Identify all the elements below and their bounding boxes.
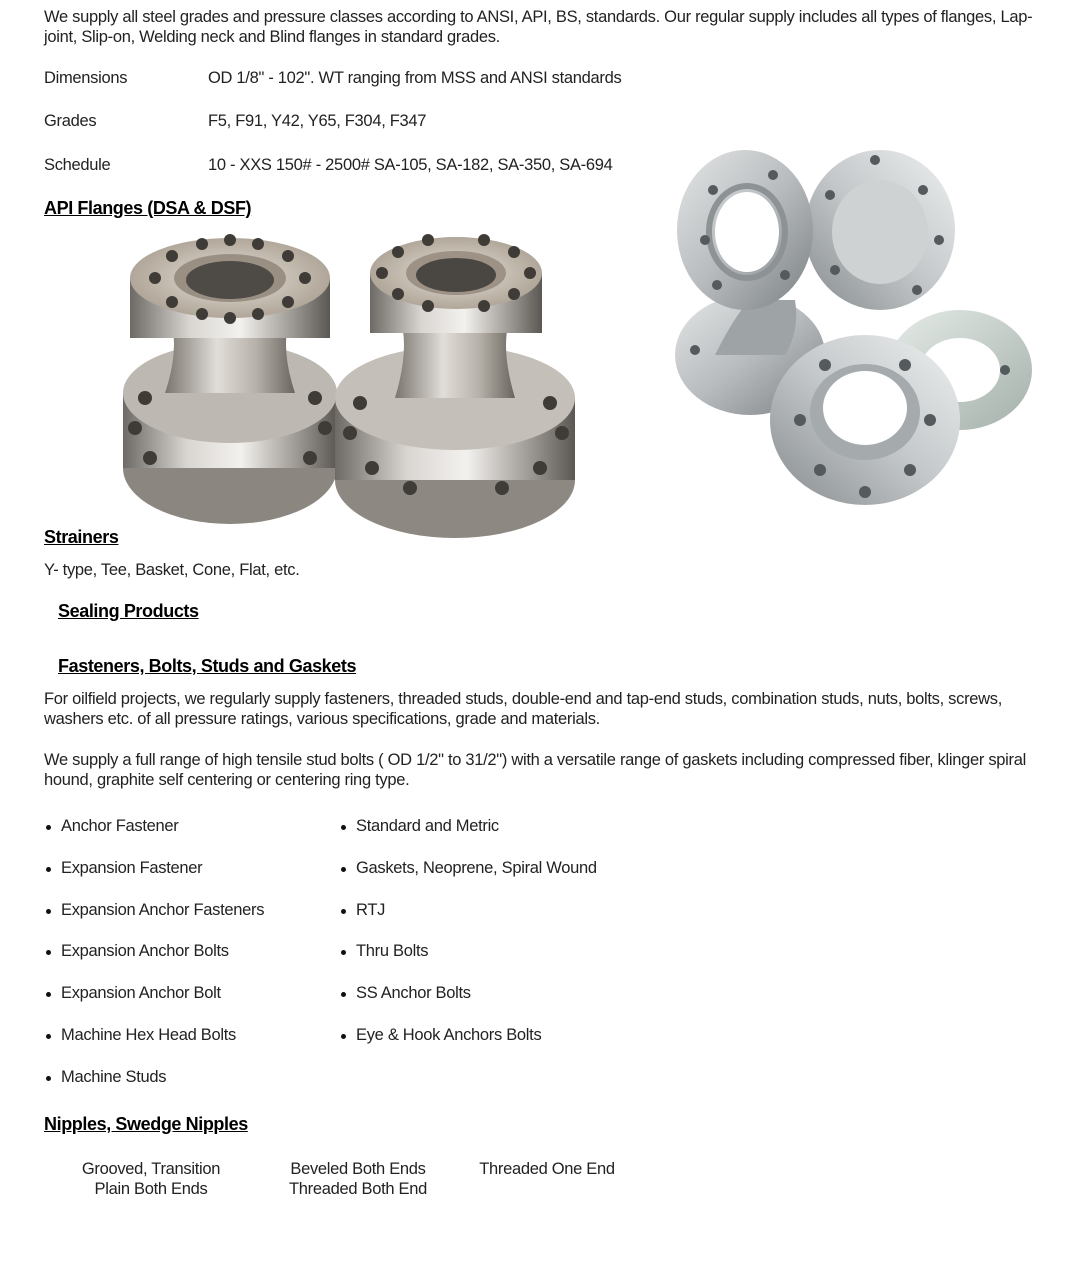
nipple-type: Grooved, Transition bbox=[81, 1160, 221, 1178]
spec-label-schedule: Schedule bbox=[44, 156, 111, 174]
nipples-heading: Nipples, Swedge Nipples bbox=[44, 1114, 248, 1134]
list-item: Standard and Metric bbox=[356, 817, 499, 835]
api-flanges-heading: API Flanges (DSA & DSF) bbox=[44, 198, 252, 218]
strainers-text: Y- type, Tee, Basket, Cone, Flat, etc. bbox=[44, 561, 300, 579]
spec-label-grades: Grades bbox=[44, 112, 97, 130]
nipple-type: Threaded One End bbox=[479, 1160, 615, 1178]
spec-value-grades: F5, F91, Y42, Y65, F304, F347 bbox=[208, 112, 427, 130]
nipples-col-1 bbox=[66, 1159, 236, 1199]
list-item: Anchor Fastener bbox=[61, 817, 179, 835]
list-item: Eye & Hook Anchors Bolts bbox=[356, 1026, 542, 1044]
spec-value-dimensions: OD 1/8" - 102". WT ranging from MSS and ANSI standards bbox=[208, 69, 622, 87]
strainers-heading: Strainers bbox=[44, 527, 119, 547]
nipple-type: Beveled Both Ends bbox=[290, 1160, 426, 1178]
list-item: Expansion Fastener bbox=[61, 859, 203, 877]
list-item: Machine Studs bbox=[61, 1068, 167, 1086]
list-item: Machine Hex Head Bolts bbox=[61, 1026, 236, 1044]
spec-label-dimensions: Dimensions bbox=[44, 69, 128, 87]
nipple-type: Plain Both Ends bbox=[94, 1180, 208, 1198]
list-item: Expansion Anchor Bolt bbox=[61, 984, 221, 1002]
list-item: Thru Bolts bbox=[356, 942, 429, 960]
list-item: Expansion Anchor Fasteners bbox=[61, 901, 265, 919]
nipples-col-3 bbox=[462, 1159, 632, 1179]
fasteners-paragraph-2: We supply a full range of high tensile stud bolts ( OD 1/2" to 31/2") with a versatile range of gaskets including compressed fiber, klinger spiral hound, graphite self centering or centering ring type. bbox=[44, 751, 1026, 789]
list-item: Gaskets, Neoprene, Spiral Wound bbox=[356, 859, 597, 877]
list-item: Expansion Anchor Bolts bbox=[61, 942, 229, 960]
fasteners-paragraph-1: For oilfield projects, we regularly supply fasteners, threaded studs, double-end and tap-end studs, combination studs, nuts, bolts, screws, washers etc. of all pressure ratings, various specifications, grade and materials. bbox=[44, 690, 1003, 728]
nipples-col-2 bbox=[268, 1159, 448, 1199]
intro-paragraph: We supply all steel grades and pressure classes according to ANSI, API, BS, standards. Our regular supply includes all types of flanges, Lap-joint, Slip-on, Welding neck and Blind flanges in standard grades. bbox=[44, 8, 1033, 46]
spec-value-schedule: 10 - XXS 150# - 2500# SA-105, SA-182, SA-350, SA-694 bbox=[208, 156, 613, 174]
sealing-products-heading: Sealing Products bbox=[58, 601, 199, 621]
api-flanges-photo bbox=[110, 218, 580, 546]
fasteners-heading: Fasteners, Bolts, Studs and Gaskets bbox=[58, 656, 357, 676]
flanges-assortment-photo bbox=[655, 120, 1035, 528]
list-item: SS Anchor Bolts bbox=[356, 984, 471, 1002]
list-item: RTJ bbox=[356, 901, 386, 919]
nipple-type: Threaded Both End bbox=[288, 1180, 427, 1198]
